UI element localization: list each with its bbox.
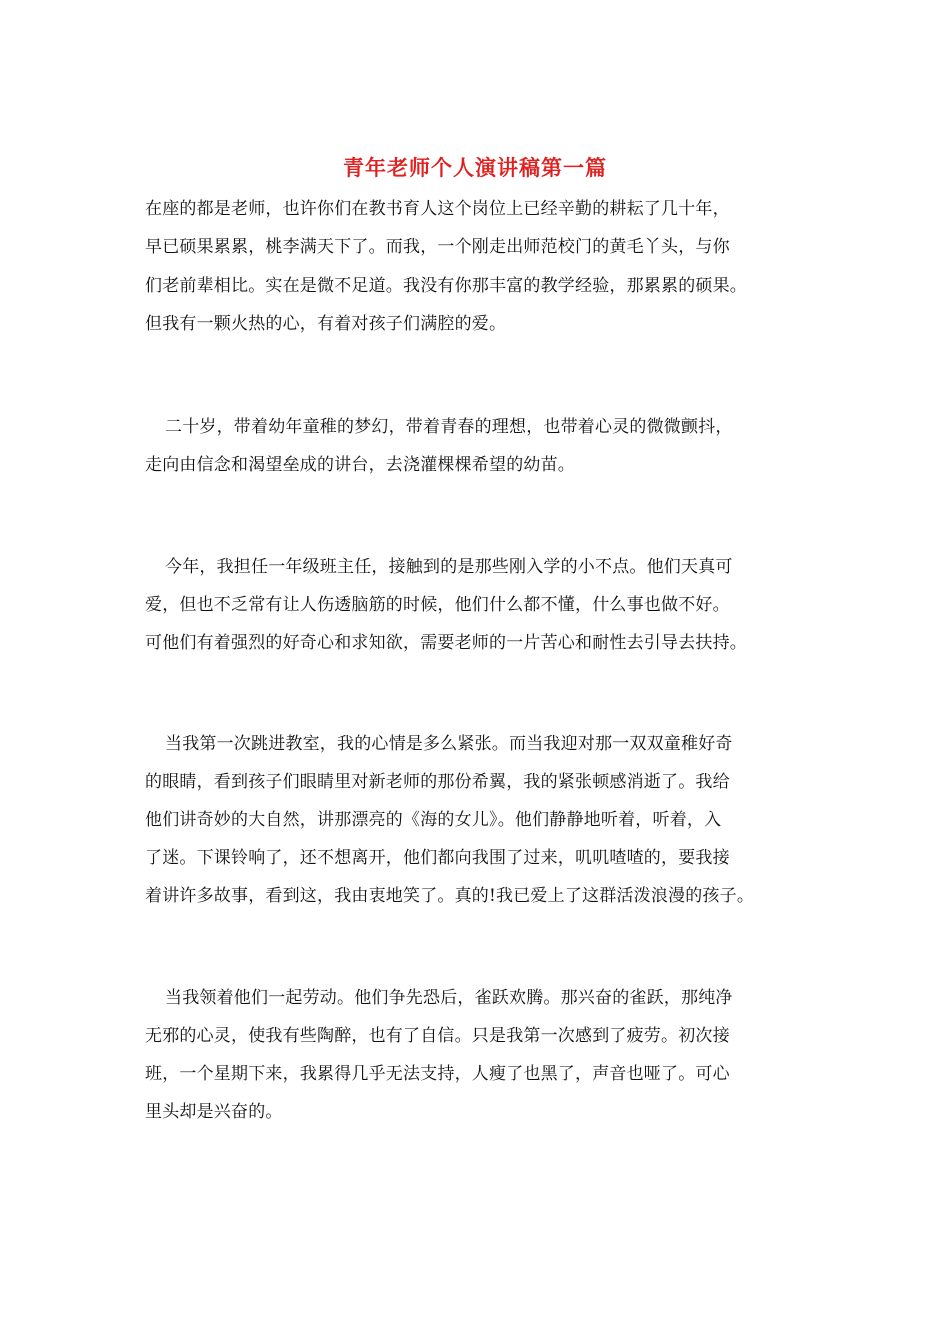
paragraph-1-line-2: 早已硕果累累，桃李满天下了。而我，一个刚走出师范校门的黄毛丫头，与你 xyxy=(145,237,730,257)
document-title: 青年老师个人演讲稿第一篇 xyxy=(343,155,607,180)
paragraph-3-line-3: 可他们有着强烈的好奇心和求知欲，需要老师的一片苦心和耐性去引导去扶持。 xyxy=(145,633,747,653)
paragraph-2-line-2: 走向由信念和渴望垒成的讲台，去浇灌棵棵希望的幼苗。 xyxy=(145,455,575,475)
paragraph-4-line-2: 的眼睛，看到孩子们眼睛里对新老师的那份希翼，我的紧张顿感消逝了。我给 xyxy=(145,772,730,792)
paragraph-1-line-1: 在座的都是老师，也许你们在教书育人这个岗位上已经辛勤的耕耘了几十年， xyxy=(145,199,730,219)
paragraph-3-line-2: 爱，但也不乏常有让人伤透脑筋的时候，他们什么都不懂，什么事也做不好。 xyxy=(145,595,730,615)
paragraph-2-line-1: 二十岁，带着幼年童稚的梦幻，带着青春的理想，也带着心灵的微微颤抖， xyxy=(165,417,733,437)
paragraph-4-line-4: 了迷。下课铃响了，还不想离开，他们都向我围了过来，叽叽喳喳的，要我接 xyxy=(145,848,730,868)
paragraph-5-line-3: 班，一个星期下来，我累得几乎无法支持，人瘦了也黑了，声音也哑了。可心 xyxy=(145,1064,730,1084)
paragraph-1-line-3: 们老前辈相比。实在是微不足道。我没有你那丰富的教学经验，那累累的硕果。 xyxy=(145,276,747,296)
paragraph-4-line-5: 着讲许多故事，看到这，我由衷地笑了。真的!我已爱上了这群活泼浪漫的孩子。 xyxy=(145,886,755,906)
paragraph-4-line-1: 当我第一次跳进教室，我的心情是多么紧张。而当我迎对那一双双童稚好奇 xyxy=(165,734,733,754)
paragraph-3-line-1: 今年，我担任一年级班主任，接触到的是那些刚入学的小不点。他们天真可 xyxy=(165,557,733,577)
paragraph-5-line-4: 里头却是兴奋的。 xyxy=(145,1102,283,1122)
paragraph-1-line-4: 但我有一颗火热的心，有着对孩子们满腔的爱。 xyxy=(145,314,507,334)
paragraph-4-line-3: 他们讲奇妙的大自然，讲那漂亮的《海的女儿》。他们静静地听着，听着，入 xyxy=(145,810,722,830)
paragraph-5-line-1: 当我领着他们一起劳动。他们争先恐后，雀跃欢腾。那兴奋的雀跃，那纯净 xyxy=(165,988,733,1008)
paragraph-5-line-2: 无邪的心灵，使我有些陶醉，也有了自信。只是我第一次感到了疲劳。初次接 xyxy=(145,1026,730,1046)
